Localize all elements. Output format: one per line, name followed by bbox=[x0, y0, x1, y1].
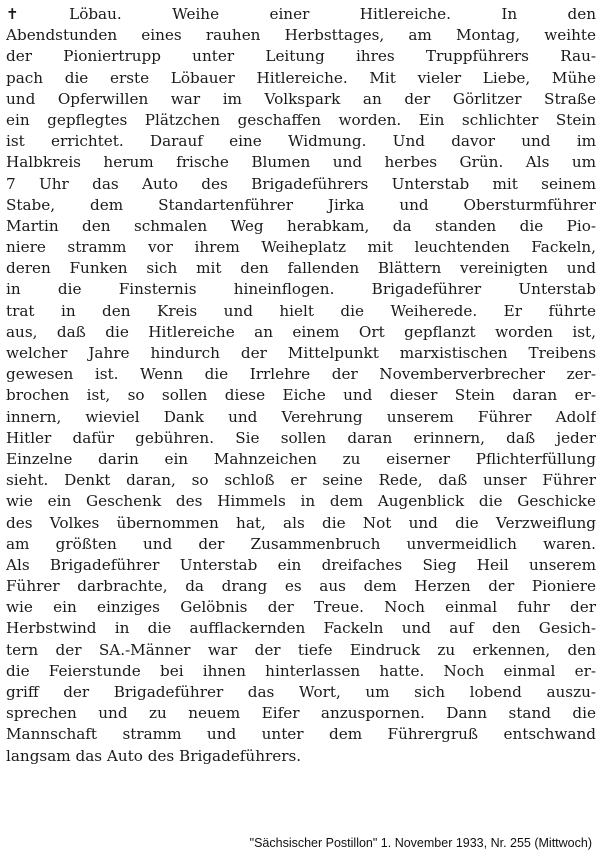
article-line: gewesen ist. Wenn die Irrlehre der Novemberverbrecher zer- bbox=[6, 365, 596, 384]
article-line: sprechen und zu neuem Eifer anzuspornen. Dann stand die bbox=[6, 704, 596, 723]
article-line: und Opferwillen war im Volkspark an der Görlitzer Straße bbox=[6, 89, 596, 108]
article-line: brochen ist, so sollen diese Eiche und dieser Stein daran er- bbox=[6, 386, 596, 405]
article-line: welcher Jahre hindurch der Mittelpunkt marxistischen Treibens bbox=[6, 344, 596, 362]
article-line: Abendstunden eines rauhen Herbsttages, am Montag, weihte bbox=[6, 26, 596, 45]
article-line: wie ein einziges Gelöbnis der Treue. Noch einmal fuhr der bbox=[6, 598, 596, 617]
article-line: niere stramm vor ihrem Weiheplatz mit leuchtenden Fackeln, bbox=[6, 238, 596, 257]
article-line: ✝ Löbau. Weihe einer Hitlereiche. In den bbox=[6, 5, 596, 23]
article-line: pach die erste Löbauer Hitlereiche. Mit vieler Liebe, Mühe bbox=[6, 68, 596, 87]
article-line: wie ein Geschenk des Himmels in dem Augenblick die Geschicke bbox=[6, 492, 596, 511]
article-line: der Pioniertrupp unter Leitung ihres Truppführers Rau- bbox=[6, 47, 596, 66]
article-body bbox=[6, 4, 596, 767]
article-line: Martin den schmalen Weg herabkam, da standen die Pio- bbox=[6, 216, 596, 235]
article-line: ist errichtet. Darauf eine Widmung. Und davor und im bbox=[6, 132, 596, 151]
article-line: Halbkreis herum frische Blumen und herbes Grün. Als um bbox=[6, 153, 596, 172]
article-line: trat in den Kreis und hielt die Weiherede. Er führte bbox=[6, 301, 596, 320]
article-line: deren Funken sich mit den fallenden Blättern vereinigten und bbox=[6, 259, 596, 278]
article-line: Herbstwind in die aufflackernden Fackeln und auf den Gesich- bbox=[6, 619, 596, 638]
article-line: ein gepflegtes Plätzchen geschaffen worden. Ein schlichter Stein bbox=[6, 110, 596, 129]
article-line: des Volkes übernommen hat, als die Not und die Verzweiflung bbox=[6, 513, 596, 532]
article-line: Stabe, dem Standartenführer Jirka und Obersturmführer bbox=[6, 195, 596, 214]
article-line: langsam das Auto des Brigadeführers. bbox=[6, 746, 302, 765]
article-line: Mannschaft stramm und unter dem Führergruß entschwand bbox=[6, 725, 596, 744]
article-line: Einzelne darin ein Mahnzeichen zu eiserner Pflichterfüllung bbox=[6, 449, 596, 468]
article-line: aus, daß die Hitlereiche an einem Ort gepflanzt worden ist, bbox=[6, 322, 596, 341]
article-line: Hitler dafür gebühren. Sie sollen daran erinnern, daß jeder bbox=[6, 428, 596, 447]
article-line: tern der SA.-Männer war der tiefe Eindruck zu erkennen, den bbox=[6, 640, 596, 659]
article-line: 7 Uhr das Auto des Brigadeführers Unterstab mit seinem bbox=[6, 174, 596, 193]
article-line: die Feierstunde bei ihnen hinterlassen hatte. Noch einmal er- bbox=[6, 661, 596, 680]
article-line: innern, wieviel Dank und Verehrung unserem Führer Adolf bbox=[6, 407, 596, 426]
article-line: griff der Brigadeführer das Wort, um sich lobend auszu- bbox=[6, 683, 596, 701]
source-caption: "Sächsischer Postillon" 1. November 1933, Nr. 255 (Mittwoch) bbox=[249, 836, 592, 850]
article-line: am größten und der Zusammenbruch unvermeidlich waren. bbox=[6, 534, 596, 553]
article-line: Als Brigadeführer Unterstab ein dreifaches Sieg Heil unserem bbox=[6, 555, 596, 574]
article-line: sieht. Denkt daran, so schloß er seine Rede, daß unser Führer bbox=[6, 471, 596, 490]
article-line: Führer darbrachte, da drang es aus dem Herzen der Pioniere bbox=[6, 577, 596, 596]
article-line: in die Finsternis hineinflogen. Brigadeführer Unterstab bbox=[6, 280, 596, 299]
